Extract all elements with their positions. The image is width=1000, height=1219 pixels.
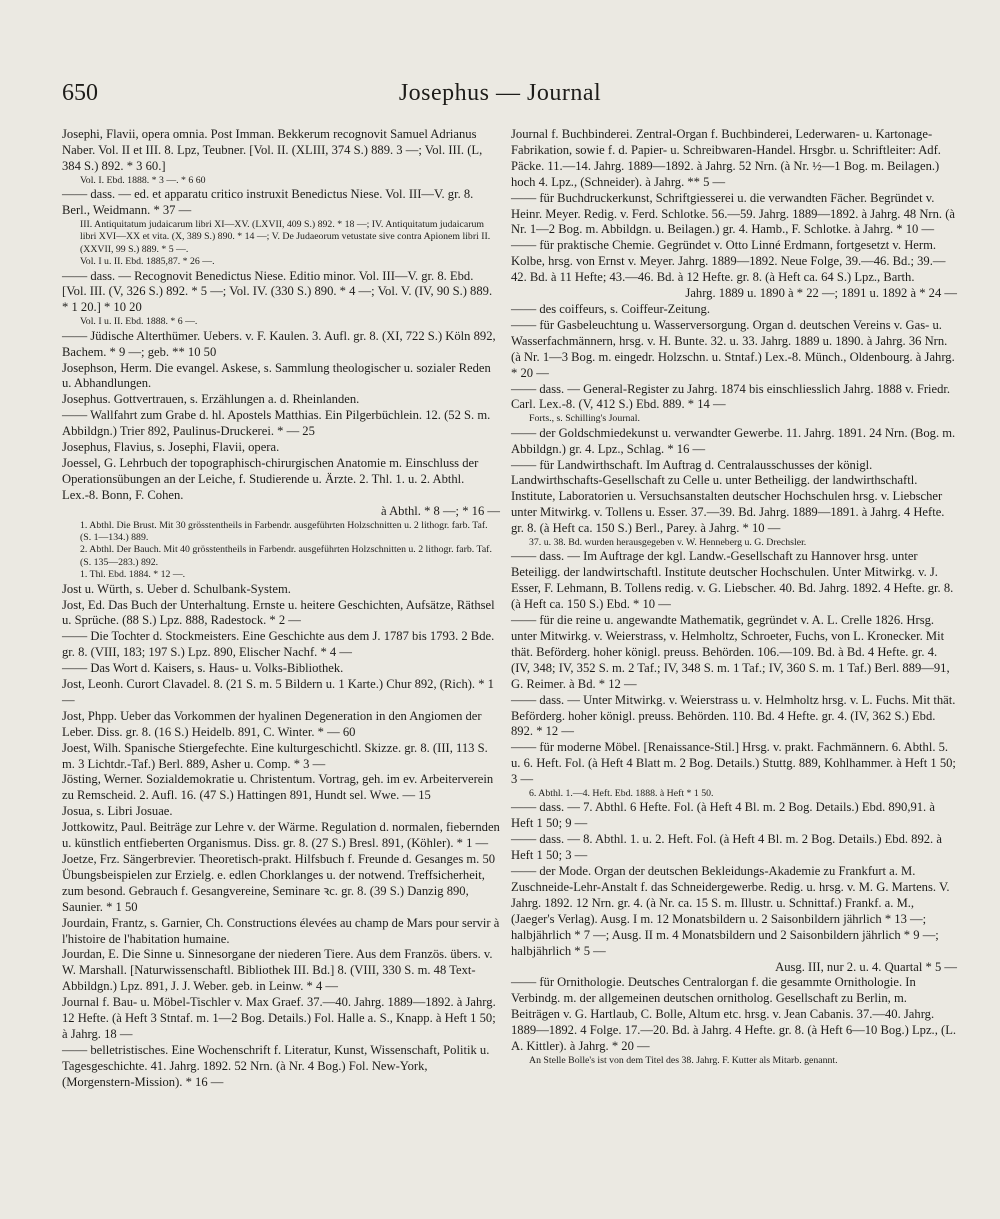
bibliography-entry: Josephus, Flavius, s. Josephi, Flavii, opera. <box>62 440 280 455</box>
bibliography-entry: Journal f. Buchbinderei. Zentral-Organ f. Buchbinderei, Lederwaren- u. Kartonage-Fabrikation, sowie f. d. Papier- u. Schreibwaren-Handel. Hrsgbr. u. Schriftleiter: Adf. Päcke. 11.—14. Jahrg. 1889—1892. à Jahrg. 52 Nrn. (à Nr. ½—1 Bog. m. Beilagen.) hoch 4. Lpz., (Schneider). à Jahrg. ** 5 — <box>511 127 941 189</box>
entry-note: An Stelle Bolle's ist von dem Titel des 38. Jahrg. F. Kutter als Mitarb. genannt. <box>529 1054 838 1066</box>
page-number: 650 <box>62 80 98 106</box>
bibliography-entry: —— Die Tochter d. Stockmeisters. Eine Geschichte aus dem J. 1787 bis 1793. 2 Bde. gr. 8. (VIII, 183; 197 S.) Lpz. 890, Elischer Nachf. * 4 — <box>62 629 495 660</box>
bibliography-entry: —— dass. — Im Auftrage der kgl. Landw.-Gesellschaft zu Hannover hrsg. unter Beteiligg. der landwirtschaftl. Institute deutscher Hochschulen. Unter Mitwirkg. v. J. Esser, F. Lehmann, B. Tollens redig. v. G. Liebscher. 40. Bd. Jahrg. 1892. 4 Hefte. gr. 8. (à Heft ca. 150 S.) Ebd. * 10 — <box>511 549 954 612</box>
entry-note: Vol. I u. II. Ebd. 1888. * 6 —. <box>80 316 198 328</box>
bibliography-entry: Josua, s. Libri Josuae. <box>62 804 173 819</box>
bibliography-entry: Josephi, Flavii, opera omnia. Post Imman. Bekkerum recognovit Samuel Adrianus Naber. Vol. II et III. 8. Lpz, Teubner. [Vol. II. (XLIII, 374 S.) 889. 3 —; Vol. III. (L, 384 S.) 892. * 3 60.] <box>62 127 483 173</box>
bibliography-entry: —— dass. — General-Register zu Jahrg. 1874 bis einschliesslich Jahrg. 1888 v. Friedr. Carl. Lex.-8. (V, 412 S.) Ebd. 889. * 14 — <box>511 381 951 412</box>
entry-note: 1. Thl. Ebd. 1884. * 12 —. <box>80 569 186 581</box>
bibliography-entry: Ausg. III, nur 2. u. 4. Quartal * 5 — <box>775 959 957 974</box>
bibliography-entry: Jost, Leonh. Curort Clavadel. 8. (21 S. m. 5 Bildern u. 1 Karte.) Chur 892, (Rich). * 1 — <box>62 677 494 707</box>
entry-note: 1. Abthl. Die Brust. Mit 30 grösstentheils in Farbendr. ausgeführten Holzschnitten u. 2 lithogr. farb. Taf. (S. 1—134.) 889. <box>80 519 488 543</box>
bibliography-entry: —— dass. — Unter Mitwirkg. v. Weierstrass u. v. Helmholtz hrsg. v. L. Fuchs. Mit thät. Beförderg. hoher königl. preuss. Behörden. 110. Bd. 4 Hefte. gr. 4. (IV, 362 S.) Ebd. 892. * 12 — <box>511 692 956 739</box>
bibliography-entry: —— für Buchdruckerkunst, Schriftgiesserei u. die verwandten Fächer. Begründet v. Heinr. Meyer. Redig. v. Ferd. Schlotke. 56.—59. Jahrg. 1889—1892. à Jahrg. 48 Nrn. (à Nr. 1—2 Bog. m. Abbildgn. u. Beilagen.) gr. 4. Hamb., F. Schlotke. à Jahrg. * 10 — <box>511 190 955 237</box>
entry-note: III. Antiquitatum judaicarum libri XI—XV. (LXVII, 409 S.) 892. * 18 —; IV. Antiquitatum judaicarum libri XVI—XX et vita. (X, 389 S.) 890. * 14 —; V. De Judaeorum vetustate sive contra Apionem libri II. (XXVII, 99 S.) 889. * 5 —. <box>80 218 491 255</box>
entry-note: 6. Abthl. 1.—4. Heft. Ebd. 1888. à Heft * 1 50. <box>529 788 714 800</box>
bibliography-entry: —— für Landwirthschaft. Im Auftrag d. Centralausschusses der königl. Landwirthschafts-Gesellschaft zu Celle u. unter Betheiligg. der landwirthschaftl. Institute, Laboratorien u. Versuchsanstalten deutscher Hochschulen hrsg. v. Liebscher unter Mitwirkg. v. Tollens u. Esser. 37.—39. Bd. Jahrg. 1889—1891. à Jahrg. 4 Hefte. gr. 8. (à Heft ca. 150 S.) Berl., Parey. à Jahrg. * 10 — <box>511 457 945 536</box>
entry-note: Vol. I. Ebd. 1888. * 3 —. * 6 60 <box>80 174 206 186</box>
entry-note: Forts., s. Schilling's Journal. <box>529 413 640 425</box>
bibliography-entry: —— Wallfahrt zum Grabe d. hl. Apostels Matthias. Ein Pilgerbüchlein. 12. (52 S. m. Abbildgn.) Trier 892, Paulinus-Druckerei. * — 25 <box>62 408 491 439</box>
bibliography-entry: —— der Mode. Organ der deutschen Bekleidungs-Akademie zu Frankfurt a. M. Zuschneide-Lehr-Anstalt f. das Schneidergewerbe. Redig. u. hrsg. v. M. G. Martens. V. Jahrg. 1892. 12 Nrn. gr. 4. (à Nr. ca. 15 S. m. Illustr. u. Schnittaf.) Frankf. a. M., (Jaeger's Verlag). Ausg. I m. 12 Monatsbildern u. 2 Saisonbildern jährlich * 13 —; halbjährlich * 7 —; Ausg. II m. 4 Monatsbildern und 2 Saisonbildern jährlich * 9 —; halbjährlich * 5 — <box>511 864 950 958</box>
bibliography-entry: —— dass. — 7. Abthl. 6 Hefte. Fol. (à Heft 4 Bl. m. 2 Bog. Details.) Ebd. 890,91. à Heft 1 50; 9 — <box>511 800 935 831</box>
entry-note: 37. u. 38. Bd. wurden herausgegeben v. W. Henneberg u. G. Drechsler. <box>529 537 807 549</box>
page-title: Josephus — Journal <box>398 80 602 106</box>
bibliography-entry: —— für praktische Chemie. Gegründet v. Otto Linné Erdmann, fortgesetzt v. Herm. Kolbe, hrsg. von Ernst v. Meyer. Jahrg. 1889—1892. Neue Folge, 39.—46. Bd.; 39.—42. Bd. à 11 Hefte; 43.—46. Bd. à 12 Hefte. gr. 8. (à Heft ca. 64 S.) Lpz., Barth. <box>511 238 946 285</box>
bibliography-entry: Journal f. Bau- u. Möbel-Tischler v. Max Graef. 37.—40. Jahrg. 1889—1892. à Jahrg. 12 Hefte. (à Heft 3 Stntaf. m. 1—2 Bog. Details.) Fol. Halle a. S., Knapp. à Heft 1 50; à Jahrg. 18 — <box>62 995 496 1041</box>
bibliography-entry: Joetze, Frz. Sängerbrevier. Theoretisch-prakt. Hilfsbuch f. Freunde d. Gesanges m. 50 Übungsbeispielen zur Erzielg. e. edlen Chorklanges u. der notwend. Treffsicherheit, zum besond. Gebrauch f. Gesangvereine, Seminare ꝛc. gr. 8. (39 S.) Danzig 890, Saunier. * 1 50 <box>62 852 496 914</box>
bibliography-entry: —— für Ornithologie. Deutsches Centralorgan f. die gesammte Ornithologie. In Verbindg. m. der allgemeinen deutschen ornitholog. Gesellschaft zu Berlin, m. Beiträgen v. G. Hartlaub, C. Bolle, Altum etc. hrsg. v. Jean Cabanis. 37.—40. Jahrg. 1889—1892. 4 Folge. 17.—20. Bd. à Jahrg. 4 Hefte. gr. 8. (à Heft 6—10 Bog.) Lpz., (L. A. Kittler). à Jahrg. * 20 — <box>511 975 957 1054</box>
bibliography-entry: Jourdain, Frantz, s. Garnier, Ch. Constructions élevées au champ de Mars pour servir à l'histoire de l'habitation humaine. <box>62 915 500 946</box>
bibliography-entry: Josephson, Herm. Die evangel. Askese, s. Sammlung theologischer u. sozialer Reden u. Abhandlungen. <box>62 360 491 391</box>
bibliography-entry: —— der Goldschmiedekunst u. verwandter Gewerbe. 11. Jahrg. 1891. 24 Nrn. (Bog. m. Abbildgn.) gr. 4. Lpz., Schlag. * 16 — <box>511 425 956 456</box>
page-header <box>62 80 938 120</box>
bibliography-entry: —— Das Wort d. Kaisers, s. Haus- u. Volks-Bibliothek. <box>62 661 344 676</box>
entry-note: Vol. I u. II. Ebd. 1885,87. * 26 —. <box>80 256 215 268</box>
bibliography-entry: —— dass. — ed. et apparatu critico instruxit Benedictus Niese. Vol. III—V. gr. 8. Berl., Weidmann. * 37 — <box>62 187 474 218</box>
bibliography-entry: —— für moderne Möbel. [Renaissance-Stil.] Hrsg. v. prakt. Fachmännern. 6. Abthl. 5. u. 6. Heft. Fol. (à Heft 4 Blatt m. 2 Bog. Details.) Stuttg. 889, Kohlhammer. à Heft 1 50; 3 — <box>511 740 956 787</box>
bibliography-entry: —— Jüdische Alterthümer. Uebers. v. F. Kaulen. 3. Aufl. gr. 8. (XI, 722 S.) Köln 892, Bachem. * 9 —; geb. ** 10 50 <box>62 328 496 359</box>
right-column <box>511 127 957 1067</box>
bibliography-entry: Josephus. Gottvertrauen, s. Erzählungen a. d. Rheinlanden. <box>62 392 360 407</box>
bibliography-entry: à Abthl. * 8 —; * 16 — <box>381 503 500 518</box>
bibliography-entry: —— für Gasbeleuchtung u. Wasserversorgung. Organ d. deutschen Vereins v. Gas- u. Wasserfachmännern, hrsg. v. H. Bunte. 32. u. 33. Jahrg. 1889 u. 1890. à Jahrg. 36 Nrn. (à Nr. 1—3 Bog. m. eingedr. Holzschn. u. Stntaf.) Lex.-8. Münch., Oldenbourg. à Jahrg. * 20 — <box>511 317 955 380</box>
bibliography-entry: —— für die reine u. angewandte Mathematik, gegründet v. A. L. Crelle 1826. Hrsg. unter Mitwirkg. v. Weierstrass, v. Helmholtz, Schroeter, Fuchs, von L. Kronecker. Mit thät. Beförderg. hoher königl. preuss. Behörden. 106.—109. Bd. à Bd. 4 Hefte. gr. 4. (IV, 348; IV, 352 S. m. 2 Taf.; IV, 348 S. m. 1 Taf.; IV, 360 S. m. 1 Taf.) Berl. 889—91, G. Reimer. à Bd. * 12 — <box>511 613 950 691</box>
bibliography-entry: Joest, Wilh. Spanische Stiergefechte. Eine kulturgeschichtl. Skizze. gr. 8. (III, 113 S. m. 3 Lichtdr.-Taf.) Berl. 889, Asher u. Comp. * 3 — <box>62 740 488 771</box>
entry-note: 2. Abthl. Der Bauch. Mit 40 grösstentheils in Farbendr. ausgeführten Holzschnitten u. 2 lithogr. farb. Taf. (S. 135—283.) 892. <box>80 544 492 568</box>
bibliography-entry: Jost, Phpp. Ueber das Vorkommen der hyalinen Degeneration in den Angiomen der Leber. Diss. gr. 8. (16 S.) Heidelb. 891, C. Winter. * — 60 <box>62 708 482 739</box>
bibliography-entry: Jösting, Werner. Sozialdemokratie u. Christentum. Vortrag, geh. im ev. Arbeiterverein zu Remscheid. 2. Aufl. 16. (47 S.) Hattingen 891, Hundt sel. Wwe. — 15 <box>62 772 494 803</box>
bibliography-entry: Jourdan, E. Die Sinne u. Sinnesorgane der niederen Tiere. Aus dem Französ. übers. v. W. Marshall. [Naturwissenschaftl. Bibliothek III. Bd.] 8. (VIII, 330 S. m. 48 Text-Abbildgn.) Lpz. 891, J. J. Weber. geb. in Leinw. * 4 — <box>62 947 493 994</box>
bibliography-entry: Joessel, G. Lehrbuch der topographisch-chirurgischen Anatomie m. Einschluss der Operationsübungen an der Leiche, f. Studierende u. Ärzte. 2. Thl. 1. u. 2. Abthl. Lex.-8. Bonn, F. Cohen. <box>62 455 479 502</box>
bibliography-entry: —— dass. — 8. Abthl. 1. u. 2. Heft. Fol. (à Heft 4 Bl. m. 2 Bog. Details.) Ebd. 892. à Heft 1 50; 3 — <box>511 832 942 863</box>
bibliography-entry: Jottkowitz, Paul. Beiträge zur Lehre v. der Wärme. Regulation d. normalen, fiebernden u. künstlich entfieberten Organismus. Diss. gr. 8. (27 S.) Bresl. 891, (Köhler). * 1 — <box>62 820 500 851</box>
left-column <box>62 127 500 1091</box>
bibliography-entry: Jost u. Würth, s. Ueber d. Schulbank-System. <box>62 581 291 596</box>
bibliography-entry: —— des coiffeurs, s. Coiffeur-Zeitung. <box>511 301 710 316</box>
bibliography-entry: —— belletristisches. Eine Wochenschrift f. Literatur, Kunst, Wissenschaft, Politik u. Tagesgeschichte. 41. Jahrg. 1892. 52 Nrn. (à Nr. 4 Bog.) Fol. New-York, (Morgenstern-Mission). * 16 — <box>62 1042 490 1089</box>
bibliography-entry: Jahrg. 1889 u. 1890 à * 22 —; 1891 u. 1892 à * 24 — <box>685 286 957 301</box>
bibliography-entry: —— dass. — Recognovit Benedictus Niese. Editio minor. Vol. III—V. gr. 8. Ebd. [Vol. III. (V, 326 S.) 892. * 5 —; Vol. IV. (330 S.) 890. * 4 —; Vol. V. (IV, 90 S.) 889. * 1 20.] * 10 20 <box>62 268 493 315</box>
bibliography-entry: Jost, Ed. Das Buch der Unterhaltung. Ernste u. heitere Geschichten, Aufsätze, Räthsel u. Sprüche. (88 S.) Lpz. 888, Radestock. * 2 — <box>62 597 495 628</box>
